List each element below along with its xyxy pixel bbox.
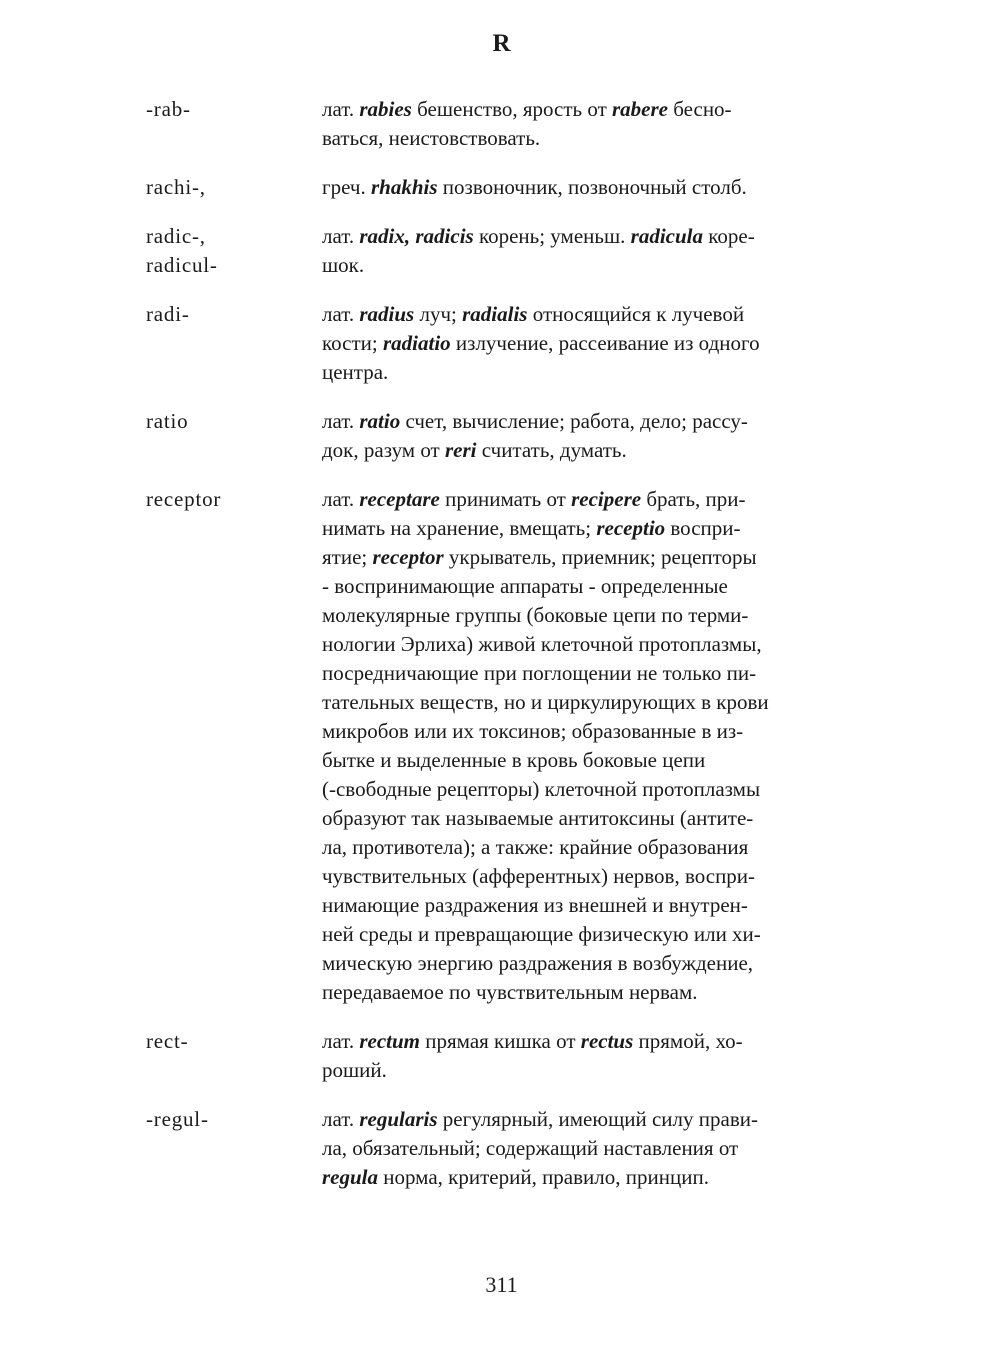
definition-line xyxy=(322,1163,858,1192)
definition-text: корень; уменьш. xyxy=(473,224,631,248)
definition-text: нимать на хранение, вмещать; xyxy=(322,516,597,540)
definition-text: ятие; xyxy=(322,545,373,569)
definition-line xyxy=(322,251,858,280)
definition-line xyxy=(322,804,858,833)
definition-line xyxy=(322,1027,858,1056)
definition-text: норма, критерий, правило, принцип. xyxy=(378,1165,709,1189)
dictionary-entry xyxy=(146,1105,866,1192)
definition-text: молекулярные группы (боковые цепи по терми- xyxy=(322,603,749,627)
definition-text: брать, при- xyxy=(641,487,746,511)
latin-word: rectum xyxy=(359,1029,421,1053)
definition-text: кости; xyxy=(322,331,383,355)
latin-word: recipere xyxy=(571,487,642,511)
definition-line xyxy=(322,949,858,978)
definition-text: образуют так называемые антитоксины (антите- xyxy=(322,806,754,830)
definition-line xyxy=(322,1056,858,1085)
definition-line xyxy=(322,630,858,659)
definition-text: регулярный, имеющий силу прави- xyxy=(437,1107,758,1131)
latin-word: radiatio xyxy=(382,331,451,355)
definition-line xyxy=(322,95,858,124)
definition-text: роший. xyxy=(322,1058,387,1082)
definition-text: посредничающие при поглощении не только пи- xyxy=(322,661,757,685)
definition-line xyxy=(322,920,858,949)
definition-text: лат. xyxy=(322,1029,360,1053)
definition-line xyxy=(322,329,858,358)
definition-line xyxy=(322,862,858,891)
page-number: 311 xyxy=(485,1272,518,1297)
latin-word: ratio xyxy=(359,409,401,433)
latin-word: radix, radicis xyxy=(359,224,474,248)
latin-word: reri xyxy=(444,438,477,462)
definition-text: бытке и выделенные в кровь боковые цепи xyxy=(322,748,706,772)
latin-word: regularis xyxy=(359,1107,438,1131)
dictionary-entry xyxy=(146,95,866,153)
latin-word: radialis xyxy=(462,302,528,326)
definition-text: принимать от xyxy=(439,487,572,511)
definition-text: прямая кишка от xyxy=(420,1029,581,1053)
definition-text: ла, противотела); а также: крайние образования xyxy=(322,835,749,859)
entry-term: ratio xyxy=(146,409,189,433)
definition-text: счет, вычисление; работа, дело; рассу- xyxy=(400,409,748,433)
definition-text: шок. xyxy=(322,253,365,277)
definition-text: коре- xyxy=(702,224,755,248)
definition-text: лат. xyxy=(322,97,360,121)
entry-term: -regul- xyxy=(146,1107,209,1131)
definition-text: воспри- xyxy=(665,516,741,540)
definition-text: укрыватель, приемник; рецепторы xyxy=(443,545,757,569)
dictionary-entry xyxy=(146,1027,866,1085)
definition-line xyxy=(322,891,858,920)
definition-line xyxy=(322,601,858,630)
definition-line xyxy=(322,1134,858,1163)
definition-text: ней среды и превращающие физическую или хи- xyxy=(322,922,761,946)
definition-line xyxy=(322,485,858,514)
entry-term: radic-, radicul- xyxy=(146,224,218,277)
entry-term: -rab- xyxy=(146,97,191,121)
definition-line xyxy=(322,746,858,775)
definition-line xyxy=(322,688,858,717)
entry-definition xyxy=(322,95,858,153)
definition-line xyxy=(322,436,858,465)
dictionary-entry xyxy=(146,485,866,1007)
latin-word: radius xyxy=(359,302,415,326)
definition-text: нологии Эрлиха) живой клеточной протоплазмы, xyxy=(322,632,762,656)
definition-text: нимающие раздражения из внешней и внутрен- xyxy=(322,893,748,917)
definition-text: лат. xyxy=(322,1107,360,1131)
definition-text: лат. xyxy=(322,302,360,326)
dictionary-entry xyxy=(146,407,866,465)
definition-text: лат. xyxy=(322,409,360,433)
definition-text: ла, обязательный; содержащий наставления от xyxy=(322,1136,739,1160)
definition-text: центра. xyxy=(322,360,389,384)
dictionary-entry xyxy=(146,300,866,387)
latin-word: rabere xyxy=(612,97,668,121)
latin-word: rectus xyxy=(580,1029,634,1053)
definition-text: бесно- xyxy=(668,97,732,121)
dictionary-entry xyxy=(146,173,866,202)
definition-text: - воспринимающие аппараты - определенные xyxy=(322,574,728,598)
definition-line xyxy=(322,514,858,543)
definition-text: прямой, хо- xyxy=(633,1029,743,1053)
definition-text: излучение, рассеивание из одного xyxy=(450,331,760,355)
definition-line xyxy=(322,572,858,601)
definition-text: микробов или их токсинов; образованные в из- xyxy=(322,719,744,743)
definition-text: считать, думать. xyxy=(476,438,627,462)
definition-text: греч. xyxy=(322,175,371,199)
definition-line xyxy=(322,173,858,202)
definition-text: позвоночник, позвоночный столб. xyxy=(437,175,747,199)
definition-line xyxy=(322,1105,858,1134)
definition-text: лат. xyxy=(322,487,360,511)
latin-word: rhakhis xyxy=(370,175,438,199)
entry-term: receptor xyxy=(146,487,222,511)
definition-text: луч; xyxy=(414,302,463,326)
definition-line xyxy=(322,124,858,153)
section-letter-heading: R xyxy=(492,30,511,57)
dictionary-entry xyxy=(146,222,866,280)
definition-line xyxy=(322,300,858,329)
entry-definition xyxy=(322,300,858,387)
entry-definition xyxy=(322,407,858,465)
entry-term: rachi-, xyxy=(146,175,206,199)
entry-term: radi- xyxy=(146,302,190,326)
definition-line xyxy=(322,717,858,746)
definition-line xyxy=(322,222,858,251)
definition-line xyxy=(322,833,858,862)
definition-text: относящийся к лучевой xyxy=(527,302,745,326)
definition-line xyxy=(322,978,858,1007)
latin-word: receptare xyxy=(359,487,440,511)
latin-word: receptor xyxy=(372,545,444,569)
latin-word: regula xyxy=(322,1165,379,1189)
latin-word: rabies xyxy=(359,97,412,121)
entry-definition xyxy=(322,1105,858,1192)
definition-line xyxy=(322,407,858,436)
dictionary-entries xyxy=(146,95,866,1212)
entry-definition xyxy=(322,1027,858,1085)
latin-word: receptio xyxy=(596,516,666,540)
definition-text: бешенство, ярость от xyxy=(411,97,612,121)
definition-text: мическую энергию раздражения в возбуждение, xyxy=(322,951,754,975)
latin-word: radicula xyxy=(630,224,703,248)
definition-text: док, разум от xyxy=(322,438,445,462)
entry-definition xyxy=(322,173,858,202)
definition-line xyxy=(322,358,858,387)
definition-text: чувствительных (афферентных) нервов, воспри- xyxy=(322,864,756,888)
entry-definition xyxy=(322,485,858,1007)
definition-text: лат. xyxy=(322,224,360,248)
definition-text: ваться, неистовствовать. xyxy=(322,126,541,150)
definition-line xyxy=(322,543,858,572)
entry-definition xyxy=(322,222,858,280)
definition-text: передаваемое по чувствительным нервам. xyxy=(322,980,698,1004)
definition-line xyxy=(322,659,858,688)
definition-text: тательных веществ, но и циркулирующих в крови xyxy=(322,690,769,714)
definition-text: (-свободные рецепторы) клеточной протоплазмы xyxy=(322,777,761,801)
definition-line xyxy=(322,775,858,804)
entry-term: rect- xyxy=(146,1029,189,1053)
